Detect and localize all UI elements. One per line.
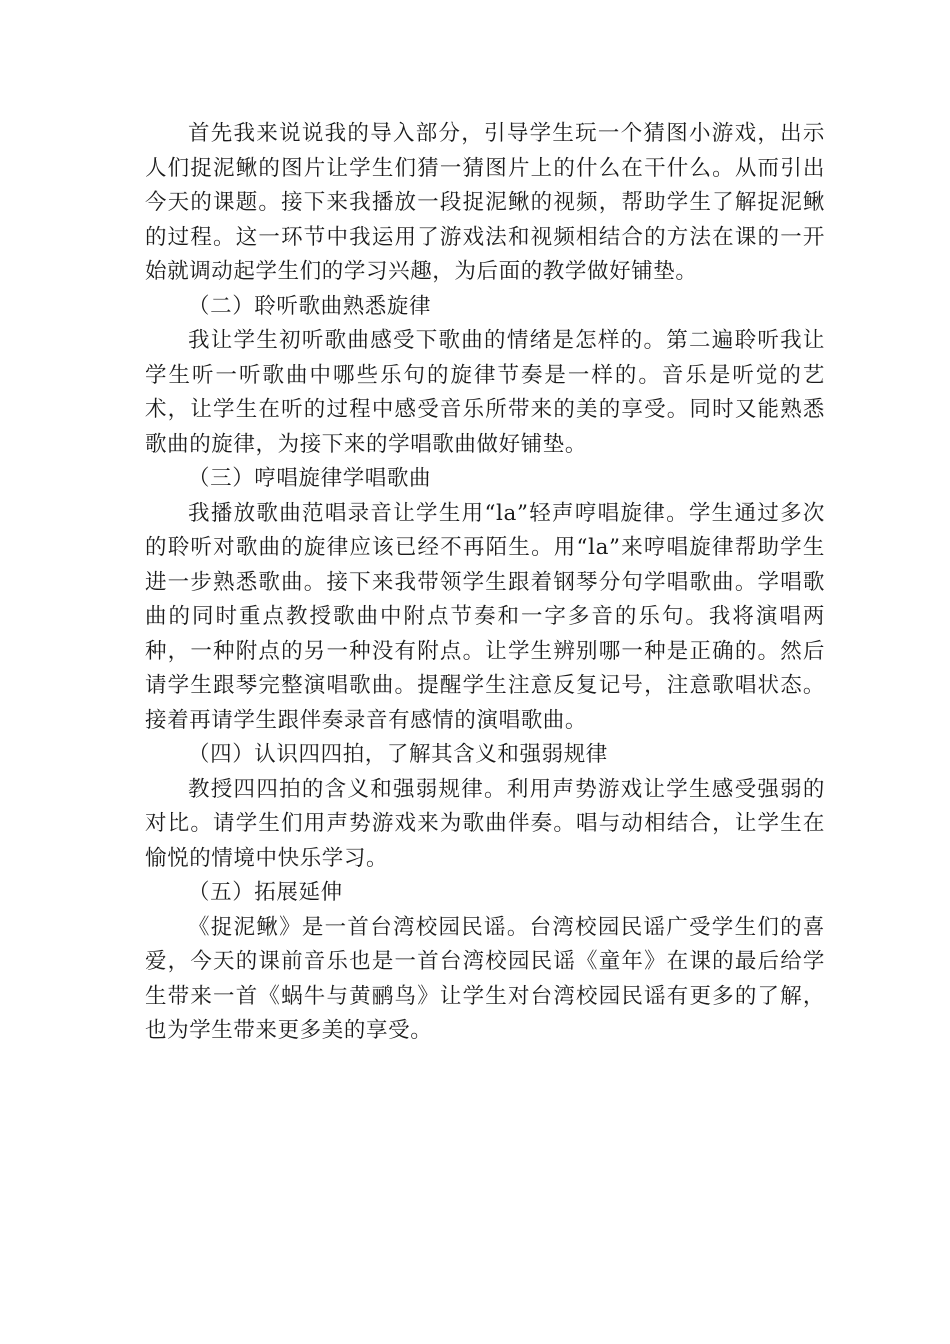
paragraph-meter: 教授四四拍的含义和强弱规律。利用声势游戏让学生感受强弱的对比。请学生们用声势游戏来为歌曲伴奏。唱与动相结合，让学生在愉悦的情境中快乐学习。: [145, 776, 825, 871]
section-heading-5: （五）拓展延伸: [188, 880, 343, 905]
paragraph-listening: 我让学生初听歌曲感受下歌曲的情绪是怎样的。第二遍聆听我让学生听一听歌曲中哪些乐句的旋律节奏是一样的。音乐是听觉的艺术，让学生在听的过程中感受音乐所带来的美的享受。同时又能熟悉歌曲的旋律，为接下来的学唱歌曲做好铺垫。: [145, 328, 825, 457]
paragraph-extension: 《捉泥鳅》是一首台湾校园民谣。台湾校园民谣广受学生们的喜爱，今天的课前音乐也是一首台湾校园民谣《童年》在课的最后给学生带来一首《蜗牛与黄鹂鸟》让学生对台湾校园民谣有更多的了解，也为学生带来更多美的享受。: [145, 914, 825, 1043]
paragraph-humming: 我播放歌曲范唱录音让学生用“la”轻声哼唱旋律。学生通过多次的聆听对歌曲的旋律应该已经不再陌生。用“la”来哼唱旋律帮助学生进一步熟悉歌曲。接下来我带领学生跟着钢琴分句学唱歌曲。学唱歌曲的同时重点教授歌曲中附点节奏和一字多音的乐句。我将演唱两种，一种附点的另一种没有附点。让学生辨别哪一种是正确的。然后请学生跟琴完整演唱歌曲。提醒学生注意反复记号，注意歌唱状态。接着再请学生跟伴奏录音有感情的演唱歌曲。: [145, 500, 825, 733]
document-body: [145, 117, 825, 1049]
section-heading-2: （二）聆听歌曲熟悉旋律: [188, 293, 432, 319]
section-heading-3: （三）哼唱旋律学唱歌曲: [188, 466, 432, 491]
section-heading-4: （四）认识四四拍，了解其含义和强弱规律: [188, 742, 608, 767]
paragraph-intro: 首先我来说说我的导入部分，引导学生玩一个猜图小游戏，出示人们捉泥鳅的图片让学生们猜一猜图片上的什么在干什么。从而引出今天的课题。接下来我播放一段捉泥鳅的视频，帮助学生了解捉泥鳅的过程。这一环节中我运用了游戏法和视频相结合的方法在课的一开始就调动起学生们的学习兴趣，为后面的教学做好铺垫。: [145, 121, 825, 284]
